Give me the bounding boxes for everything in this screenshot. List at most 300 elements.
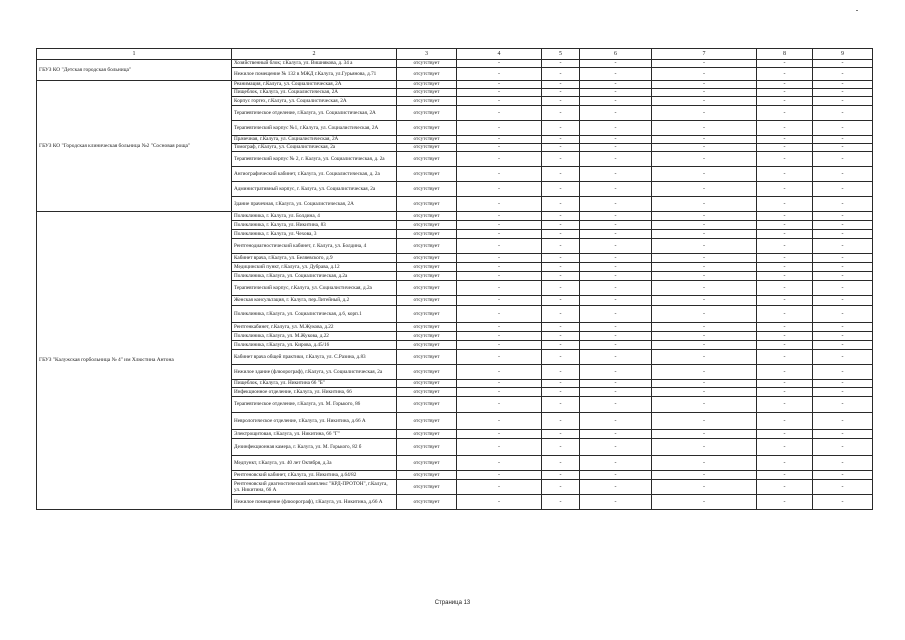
value-cell: - — [813, 480, 873, 495]
value-cell: - — [813, 144, 873, 152]
value-cell: - — [542, 121, 580, 136]
status-cell: отсутствует — [397, 182, 457, 197]
value-cell: - — [542, 456, 580, 471]
value-cell: - — [652, 144, 757, 152]
object-cell: Прачечная, г.Калуга, ул. Социалистическая, 2А — [232, 136, 397, 144]
value-cell: - — [457, 439, 542, 456]
value-cell: - — [813, 350, 873, 365]
status-cell: отсутствует — [397, 272, 457, 281]
value-cell: - — [457, 60, 542, 68]
value-cell: - — [580, 121, 652, 136]
value-cell: - — [542, 439, 580, 456]
value-cell: - — [813, 239, 873, 254]
object-cell: Томограф, г.Калуга, ул. Социалистическая, 2а — [232, 144, 397, 152]
object-cell: Поликлиника, г.Калуга, ул. Социалистическая, д.2а — [232, 272, 397, 281]
status-cell: отсутствует — [397, 306, 457, 323]
status-cell: отсутствует — [397, 121, 457, 136]
value-cell: - — [542, 221, 580, 230]
value-cell: - — [457, 212, 542, 221]
value-cell: - — [580, 263, 652, 272]
object-cell: Пищеблок, г.Калуга, ул. Социалистическая, 2А — [232, 89, 397, 97]
value-cell: - — [652, 230, 757, 239]
value-cell: - — [457, 230, 542, 239]
value-cell: - — [813, 397, 873, 413]
value-cell: - — [542, 323, 580, 332]
value-cell: - — [542, 212, 580, 221]
value-cell: - — [457, 471, 542, 480]
value-cell: - — [542, 60, 580, 68]
value-cell: - — [757, 380, 813, 388]
status-cell: отсутствует — [397, 480, 457, 495]
value-cell: - — [813, 212, 873, 221]
object-cell: Терапевтическое отделение, г.Калуга, ул. Социалистическая, 2А — [232, 106, 397, 121]
value-cell: - — [580, 81, 652, 89]
value-cell: - — [652, 106, 757, 121]
organization-cell: ГБУЗ "Калужская горбольница № 4" им Хлюстина Антона — [37, 212, 232, 510]
value-cell: - — [652, 430, 757, 439]
value-cell: - — [542, 430, 580, 439]
object-cell: Рентгеновский диагностический комплекс "КРД-ПРОТОН", г.Калуга, ул. Никитина, 66 А — [232, 480, 397, 495]
value-cell: - — [652, 60, 757, 68]
value-cell: - — [652, 296, 757, 306]
value-cell: - — [652, 81, 757, 89]
value-cell: - — [580, 239, 652, 254]
value-cell: - — [652, 306, 757, 323]
value-cell: - — [813, 365, 873, 380]
value-cell: - — [580, 471, 652, 480]
col-header-8: 8 — [757, 49, 813, 60]
value-cell: - — [542, 388, 580, 397]
value-cell: - — [813, 306, 873, 323]
object-cell: Нежилое помещение (флюорограф), г.Калуга, ул. Никитина, д.66 А — [232, 495, 397, 510]
value-cell: - — [652, 456, 757, 471]
value-cell: - — [652, 281, 757, 296]
value-cell: - — [813, 332, 873, 341]
status-cell: отсутствует — [397, 221, 457, 230]
value-cell: - — [652, 380, 757, 388]
value-cell: - — [757, 121, 813, 136]
status-cell: отсутствует — [397, 471, 457, 480]
status-cell: отсутствует — [397, 68, 457, 81]
value-cell: - — [813, 197, 873, 212]
value-cell: - — [652, 97, 757, 106]
value-cell: - — [757, 413, 813, 430]
object-cell: Поликлиника, г.Калуга, ул. М.Жукова, д.22 — [232, 332, 397, 341]
value-cell: - — [457, 197, 542, 212]
col-header-2: 2 — [232, 49, 397, 60]
value-cell: - — [457, 341, 542, 350]
value-cell: - — [542, 341, 580, 350]
value-cell: - — [757, 471, 813, 480]
value-cell: - — [542, 68, 580, 81]
value-cell: - — [542, 136, 580, 144]
status-cell: отсутствует — [397, 167, 457, 182]
value-cell: - — [813, 97, 873, 106]
value-cell: - — [542, 480, 580, 495]
value-cell: - — [542, 144, 580, 152]
value-cell: - — [457, 167, 542, 182]
value-cell: - — [457, 323, 542, 332]
status-cell: отсутствует — [397, 341, 457, 350]
status-cell: отсутствует — [397, 439, 457, 456]
value-cell: - — [813, 167, 873, 182]
value-cell: - — [757, 341, 813, 350]
value-cell: - — [580, 281, 652, 296]
value-cell: - — [757, 212, 813, 221]
value-cell: - — [542, 230, 580, 239]
value-cell: - — [652, 365, 757, 380]
value-cell: - — [652, 471, 757, 480]
object-cell: Медицинский пункт, г.Калуга, ул. Дубрава, д.12 — [232, 263, 397, 272]
status-cell: отсутствует — [397, 495, 457, 510]
value-cell: - — [542, 239, 580, 254]
value-cell: - — [757, 182, 813, 197]
value-cell: - — [813, 430, 873, 439]
status-cell: отсутствует — [397, 413, 457, 430]
value-cell: - — [580, 144, 652, 152]
value-cell: - — [580, 97, 652, 106]
value-cell: - — [652, 182, 757, 197]
status-cell: отсутствует — [397, 230, 457, 239]
value-cell: - — [457, 380, 542, 388]
object-cell: Электрощитовая, г.Калуга, ул. Никитина, 66 "Г" — [232, 430, 397, 439]
value-cell: - — [542, 413, 580, 430]
object-cell: Рентгенодиагностический кабинет, г. Калуга, ул. Болдина, 4 — [232, 239, 397, 254]
status-cell: отсутствует — [397, 144, 457, 152]
organization-cell: ГБУЗ КО "Городская клиническая больница №2 "Сосновая роща" — [37, 81, 232, 212]
value-cell: - — [813, 272, 873, 281]
value-cell: - — [813, 296, 873, 306]
value-cell: - — [757, 397, 813, 413]
value-cell: - — [813, 106, 873, 121]
value-cell: - — [542, 182, 580, 197]
value-cell: - — [542, 495, 580, 510]
value-cell: - — [757, 439, 813, 456]
value-cell: - — [652, 323, 757, 332]
value-cell: - — [457, 254, 542, 263]
value-cell: - — [757, 68, 813, 81]
value-cell: - — [757, 296, 813, 306]
value-cell: - — [757, 456, 813, 471]
value-cell: - — [580, 397, 652, 413]
value-cell: - — [542, 397, 580, 413]
col-header-4: 4 — [457, 49, 542, 60]
value-cell: - — [813, 136, 873, 144]
value-cell: - — [757, 89, 813, 97]
value-cell: - — [757, 167, 813, 182]
value-cell: - — [757, 254, 813, 263]
status-cell: отсутствует — [397, 97, 457, 106]
object-cell: Нежилое здание (флюорограф), г.Калуга, ул. Социалистическая, 2а — [232, 365, 397, 380]
object-cell: Рентгенкабинет, г.Калуга, ул. М.Жукова, д.22 — [232, 323, 397, 332]
value-cell: - — [813, 471, 873, 480]
value-cell: - — [757, 136, 813, 144]
value-cell: - — [813, 89, 873, 97]
value-cell: - — [457, 106, 542, 121]
col-header-9: 9 — [813, 49, 873, 60]
value-cell: - — [652, 197, 757, 212]
value-cell: - — [580, 323, 652, 332]
value-cell: - — [542, 281, 580, 296]
value-cell: - — [652, 89, 757, 97]
object-cell: Поликлиника, г.Калуга, ул. Социалистическая, д.6, корп.1 — [232, 306, 397, 323]
col-header-1: 1 — [37, 49, 232, 60]
value-cell: - — [757, 332, 813, 341]
object-cell: Ангиографический кабинет, г.Калуга, ул. Социалистическая, д. 2а — [232, 167, 397, 182]
value-cell: - — [652, 136, 757, 144]
value-cell: - — [757, 306, 813, 323]
value-cell: - — [542, 272, 580, 281]
status-cell: отсутствует — [397, 388, 457, 397]
value-cell: - — [457, 495, 542, 510]
value-cell: - — [757, 430, 813, 439]
value-cell: - — [757, 60, 813, 68]
object-cell: Кабинет врача общей практики, г.Калуга, ул. С.Разина, д.83 — [232, 350, 397, 365]
value-cell: - — [813, 254, 873, 263]
value-cell: - — [542, 296, 580, 306]
value-cell: - — [813, 60, 873, 68]
status-cell: отсутствует — [397, 397, 457, 413]
value-cell: - — [652, 413, 757, 430]
value-cell: - — [813, 439, 873, 456]
value-cell: - — [542, 197, 580, 212]
value-cell: - — [457, 97, 542, 106]
value-cell: - — [457, 121, 542, 136]
value-cell: - — [457, 263, 542, 272]
object-cell: Кабинет врача, г.Калуга, ул. Беляевского, д.9 — [232, 254, 397, 263]
value-cell: - — [580, 365, 652, 380]
value-cell: - — [542, 97, 580, 106]
value-cell: - — [813, 413, 873, 430]
table-body — [37, 60, 873, 510]
status-cell: отсутствует — [397, 281, 457, 296]
col-header-6: 6 — [580, 49, 652, 60]
object-cell: Поликлиника, г. Калуга, ул. Никитина, 83 — [232, 221, 397, 230]
object-cell: Реанимация, г.Калуга, ул. Социалистическая, 2А — [232, 81, 397, 89]
value-cell: - — [457, 136, 542, 144]
value-cell: - — [813, 281, 873, 296]
value-cell: - — [652, 439, 757, 456]
value-cell: - — [813, 380, 873, 388]
value-cell: - — [757, 272, 813, 281]
object-cell: Нежилое помещение № 132 в МЖД г.Калуга, ул.Гурьянова, д.71 — [232, 68, 397, 81]
value-cell: - — [457, 397, 542, 413]
value-cell: - — [580, 480, 652, 495]
value-cell: - — [652, 332, 757, 341]
value-cell: - — [542, 106, 580, 121]
object-cell: Поликлиника, г. Калуга, ул. Чехова, 3 — [232, 230, 397, 239]
value-cell: - — [757, 495, 813, 510]
value-cell: - — [580, 413, 652, 430]
value-cell: - — [652, 480, 757, 495]
value-cell: - — [757, 239, 813, 254]
value-cell: - — [542, 471, 580, 480]
object-cell: Поликлиника, г. Калуга, ул. Болдина, 4 — [232, 212, 397, 221]
object-cell: Терапевтический корпус, г.Калуга, ул. Социалистическая, д.2а — [232, 281, 397, 296]
value-cell: - — [542, 263, 580, 272]
value-cell: - — [580, 212, 652, 221]
status-cell: отсутствует — [397, 254, 457, 263]
value-cell: - — [757, 81, 813, 89]
value-cell: - — [580, 197, 652, 212]
objects-table — [36, 48, 873, 510]
value-cell: - — [580, 89, 652, 97]
status-cell: отсутствует — [397, 60, 457, 68]
value-cell: - — [580, 106, 652, 121]
value-cell: - — [580, 341, 652, 350]
document-sheet — [36, 48, 872, 510]
col-header-5: 5 — [542, 49, 580, 60]
value-cell: - — [542, 332, 580, 341]
value-cell: - — [580, 167, 652, 182]
value-cell: - — [457, 430, 542, 439]
col-header-7: 7 — [652, 49, 757, 60]
value-cell: - — [457, 221, 542, 230]
status-cell: отсутствует — [397, 197, 457, 212]
value-cell: - — [457, 239, 542, 254]
value-cell: - — [580, 332, 652, 341]
status-cell: отсутствует — [397, 430, 457, 439]
value-cell: - — [457, 480, 542, 495]
value-cell: - — [457, 332, 542, 341]
value-cell: - — [457, 89, 542, 97]
value-cell: - — [580, 68, 652, 81]
object-cell: Пищеблок, г.Калуга, ул. Никитина 66 "Б" — [232, 380, 397, 388]
value-cell: - — [813, 152, 873, 167]
value-cell: - — [580, 350, 652, 365]
value-cell: - — [580, 136, 652, 144]
object-cell: Корпус гортех, г.Калуга, ул. Социалистическая, 2А — [232, 97, 397, 106]
value-cell: - — [580, 221, 652, 230]
value-cell: - — [457, 152, 542, 167]
value-cell: - — [580, 439, 652, 456]
status-cell: отсутствует — [397, 263, 457, 272]
value-cell: - — [457, 272, 542, 281]
object-cell: Хозяйственный блок; г.Калуга, ул. Вишнякова, д. 34 а — [232, 60, 397, 68]
value-cell: - — [457, 306, 542, 323]
value-cell: - — [757, 106, 813, 121]
object-cell: Рентгеновский кабинет, г.Калуга, ул. Никитина, д.64/82 — [232, 471, 397, 480]
value-cell: - — [652, 272, 757, 281]
object-cell: Терапевтический корпус №1, г.Калуга, ул. Социалистическая, 2А — [232, 121, 397, 136]
status-cell: отсутствует — [397, 81, 457, 89]
object-cell: Инфекционное отделение, г.Калуга, ул. Никитина, 66 — [232, 388, 397, 397]
value-cell: - — [757, 221, 813, 230]
value-cell: - — [580, 306, 652, 323]
value-cell: - — [652, 152, 757, 167]
value-cell: - — [652, 397, 757, 413]
value-cell: - — [757, 263, 813, 272]
value-cell: - — [813, 323, 873, 332]
page-number: Страница 13 — [434, 600, 471, 606]
value-cell: - — [457, 350, 542, 365]
value-cell: - — [757, 97, 813, 106]
object-cell: Женская консультация, г. Калуга, пер.Литейный, д.2 — [232, 296, 397, 306]
value-cell: - — [457, 68, 542, 81]
value-cell: - — [457, 456, 542, 471]
status-cell: отсутствует — [397, 296, 457, 306]
value-cell: - — [542, 306, 580, 323]
value-cell: - — [580, 430, 652, 439]
value-cell: - — [542, 81, 580, 89]
object-cell: Здание прачечная, г.Калуга, ул. Социалистическая, 2А — [232, 197, 397, 212]
status-cell: отсутствует — [397, 380, 457, 388]
value-cell: - — [813, 230, 873, 239]
value-cell: - — [757, 152, 813, 167]
value-cell: - — [813, 388, 873, 397]
value-cell: - — [457, 388, 542, 397]
value-cell: - — [542, 89, 580, 97]
object-cell: Терапевтическое отделение, г.Калуга, ул. М. Горького, 86 — [232, 397, 397, 413]
value-cell: - — [652, 350, 757, 365]
value-cell: - — [580, 182, 652, 197]
value-cell: - — [757, 480, 813, 495]
table-row — [37, 212, 873, 221]
value-cell: - — [813, 341, 873, 350]
status-cell: отсутствует — [397, 350, 457, 365]
value-cell: - — [580, 230, 652, 239]
value-cell: - — [813, 263, 873, 272]
status-cell: отсутствует — [397, 323, 457, 332]
value-cell: - — [580, 152, 652, 167]
value-cell: - — [813, 68, 873, 81]
value-cell: - — [757, 323, 813, 332]
status-cell: отсутствует — [397, 365, 457, 380]
value-cell: - — [580, 380, 652, 388]
value-cell: - — [457, 144, 542, 152]
object-cell: Терапевтический корпус № 2, г. Калуга, ул. Социалистическая, д. 2а — [232, 152, 397, 167]
scan-speck — [856, 10, 858, 11]
status-cell: отсутствует — [397, 212, 457, 221]
value-cell: - — [757, 144, 813, 152]
value-cell: - — [542, 152, 580, 167]
value-cell: - — [757, 197, 813, 212]
value-cell: - — [457, 413, 542, 430]
value-cell: - — [652, 68, 757, 81]
value-cell: - — [813, 221, 873, 230]
value-cell: - — [652, 212, 757, 221]
value-cell: - — [457, 81, 542, 89]
organization-cell: ГБУЗ КО "Детская городская больница" — [37, 60, 232, 81]
value-cell: - — [542, 167, 580, 182]
value-cell: - — [652, 167, 757, 182]
value-cell: - — [542, 350, 580, 365]
col-header-3: 3 — [397, 49, 457, 60]
header-row — [37, 49, 873, 60]
value-cell: - — [580, 254, 652, 263]
value-cell: - — [652, 495, 757, 510]
value-cell: - — [542, 254, 580, 263]
status-cell: отсутствует — [397, 332, 457, 341]
table-row — [37, 81, 873, 89]
value-cell: - — [757, 230, 813, 239]
value-cell: - — [457, 296, 542, 306]
object-cell: Дезинфекционная камера, г. Калуга, ул. М. Горького, 82 б — [232, 439, 397, 456]
value-cell: - — [652, 263, 757, 272]
value-cell: - — [813, 121, 873, 136]
value-cell: - — [652, 388, 757, 397]
value-cell: - — [813, 495, 873, 510]
value-cell: - — [757, 388, 813, 397]
value-cell: - — [457, 182, 542, 197]
object-cell: Медпункт, г.Калуга, ул. 40 лет Октября, д.3а — [232, 456, 397, 471]
value-cell: - — [652, 121, 757, 136]
value-cell: - — [457, 365, 542, 380]
value-cell: - — [757, 281, 813, 296]
status-cell: отсутствует — [397, 456, 457, 471]
object-cell: Административный корпус, г. Калуга, ул. Социалистическая, 2а — [232, 182, 397, 197]
status-cell: отсутствует — [397, 136, 457, 144]
